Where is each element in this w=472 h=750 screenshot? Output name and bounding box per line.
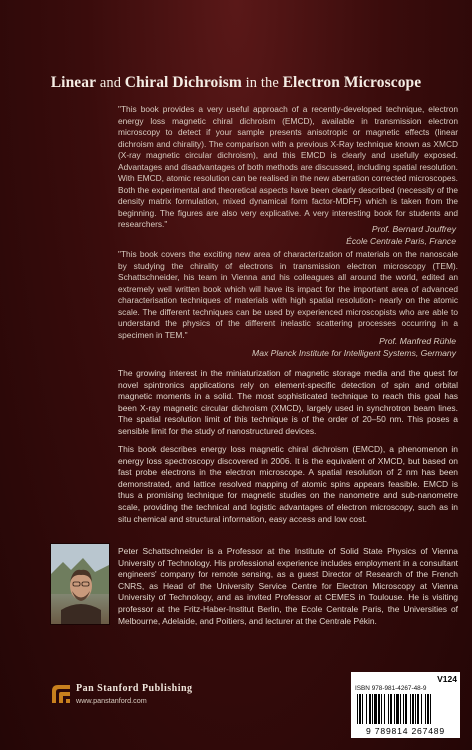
title-word-5: Electron Microscope [282,74,422,91]
review-attribution-2 [252,336,456,359]
book-title [0,74,472,92]
title-word-1: Linear [50,74,97,91]
author-photo [50,543,110,625]
review-author-1: Prof. Bernard Jouffrey [371,224,456,234]
title-word-2: and [96,75,125,91]
review-attribution-1 [346,224,456,247]
description-paragraph-1: The growing interest in the miniaturization of magnetic storage media and the quest for novel spintronics applications rely on element-specific detection of spin and orbital magnetic moments in a solid. The most sophisticated technique to reach this goal has been X-ray magnetic circular dichroism (XMCD), largely used in synchrotron beam lines. The spatial resolution limit of this technique is of the order of 20–50 nm. This poses a sensible limit for the study of nanostructured devices. [118,368,458,436]
title-word-4: in the [241,75,283,91]
barcode-digits: 9 789814 267489 [366,726,445,736]
isbn-label: ISBN 978-981-4267-48-9 [355,685,427,692]
price-code: V124 [437,674,457,684]
description-paragraph-2: This book describes energy loss magnetic chiral dichroism (EMCD), a phenomenon in energy loss spectroscopy discovered in 2006. It is the equivalent of XMCD, but based on fast probe electrons in the electron microscope. A spatial resolution of 2 nm has been demonstrated, and lattice resolved mapping of atomic spins appears feasible. EMCD is thus a promising technique for magnetic studies on the nanometre and sub-nanometre scale, providing the technical and logistic advantages of electron microscopy, such as in situ chemical and structural information, easy access and low cost. [118,444,458,524]
publisher-url: www.panstanford.com [76,696,147,705]
review-affiliation-1: École Centrale Paris, France [346,235,456,246]
barcode-bars [357,694,454,724]
publisher-name: Pan Stanford Publishing [76,683,193,694]
publisher-logo [50,683,193,705]
author-bio: Peter Schattschneider is a Professor at the Institute of Solid State Physics of Vienna University of Technology. His professional experience includes employment in a consultant engineers' company for remote sensing, as a guest Director of Research of the French CNRS, as Head of the University Service Centre for Electron Microscopy at Vienna University of Technology, and as invited Professor at CEMES in Toulouse. He is visiting professor at the Fritz-Haber-Institut Berlin, the Ecole Centrale Paris, the Universities of Melbourne, Adelaide, and Poitiers, and lecturer at the Centrale Pékin. [118,546,458,626]
review-affiliation-2: Max Planck Institute for Intelligent Systems, Germany [252,347,456,358]
barcode-block [351,672,460,738]
review-quote-2: "This book covers the exciting new area of characterization of materials on the nanoscale by studying the chirality of electrons in transmission electron microscopy (TEM). Schattschneider, his team in Vienna and his colleagues all around the world, edited an extremely well written book which will have its impact for the important area of advanced characterisation techniques of materials with high spatial resolution- nearly on the atomic scale. The different techniques can be used by experienced microscopists who are able to understand the physics of the different inelastic scattering processes occurring in a specimen in TEM." [118,249,458,340]
publisher-emblem-icon [50,683,72,705]
title-word-3: Chiral Dichroism [124,74,242,91]
review-quote-1: "This book provides a very useful approach of a recently-developed technique, electron energy loss magnetic chiral dichroism (EMCD), available in transmission electron microscopy to detect if your sample presents anisotropic or magnetic effects (linear dichroism and chirality). The comparison with a previous X-Ray technique known as XMCD (X-ray magnetic circular dichroism), and this EMCD is clearly and usefully exposed. Advantages and disadvantages of both methods are discussed, including spatial resolution. With EMCD, atomic resolution can be realised in the new aberration corrected microscopes. Both the experimental and theoretical aspects have been clearly described (necessity of the density matrix formulation, mixed dynamical form factor-MDFF) which is taken from the beginning. The figures are also very explicative. A very interesting book for students and researchers." [118,104,458,229]
review-author-2: Prof. Manfred Rühle [379,336,456,346]
